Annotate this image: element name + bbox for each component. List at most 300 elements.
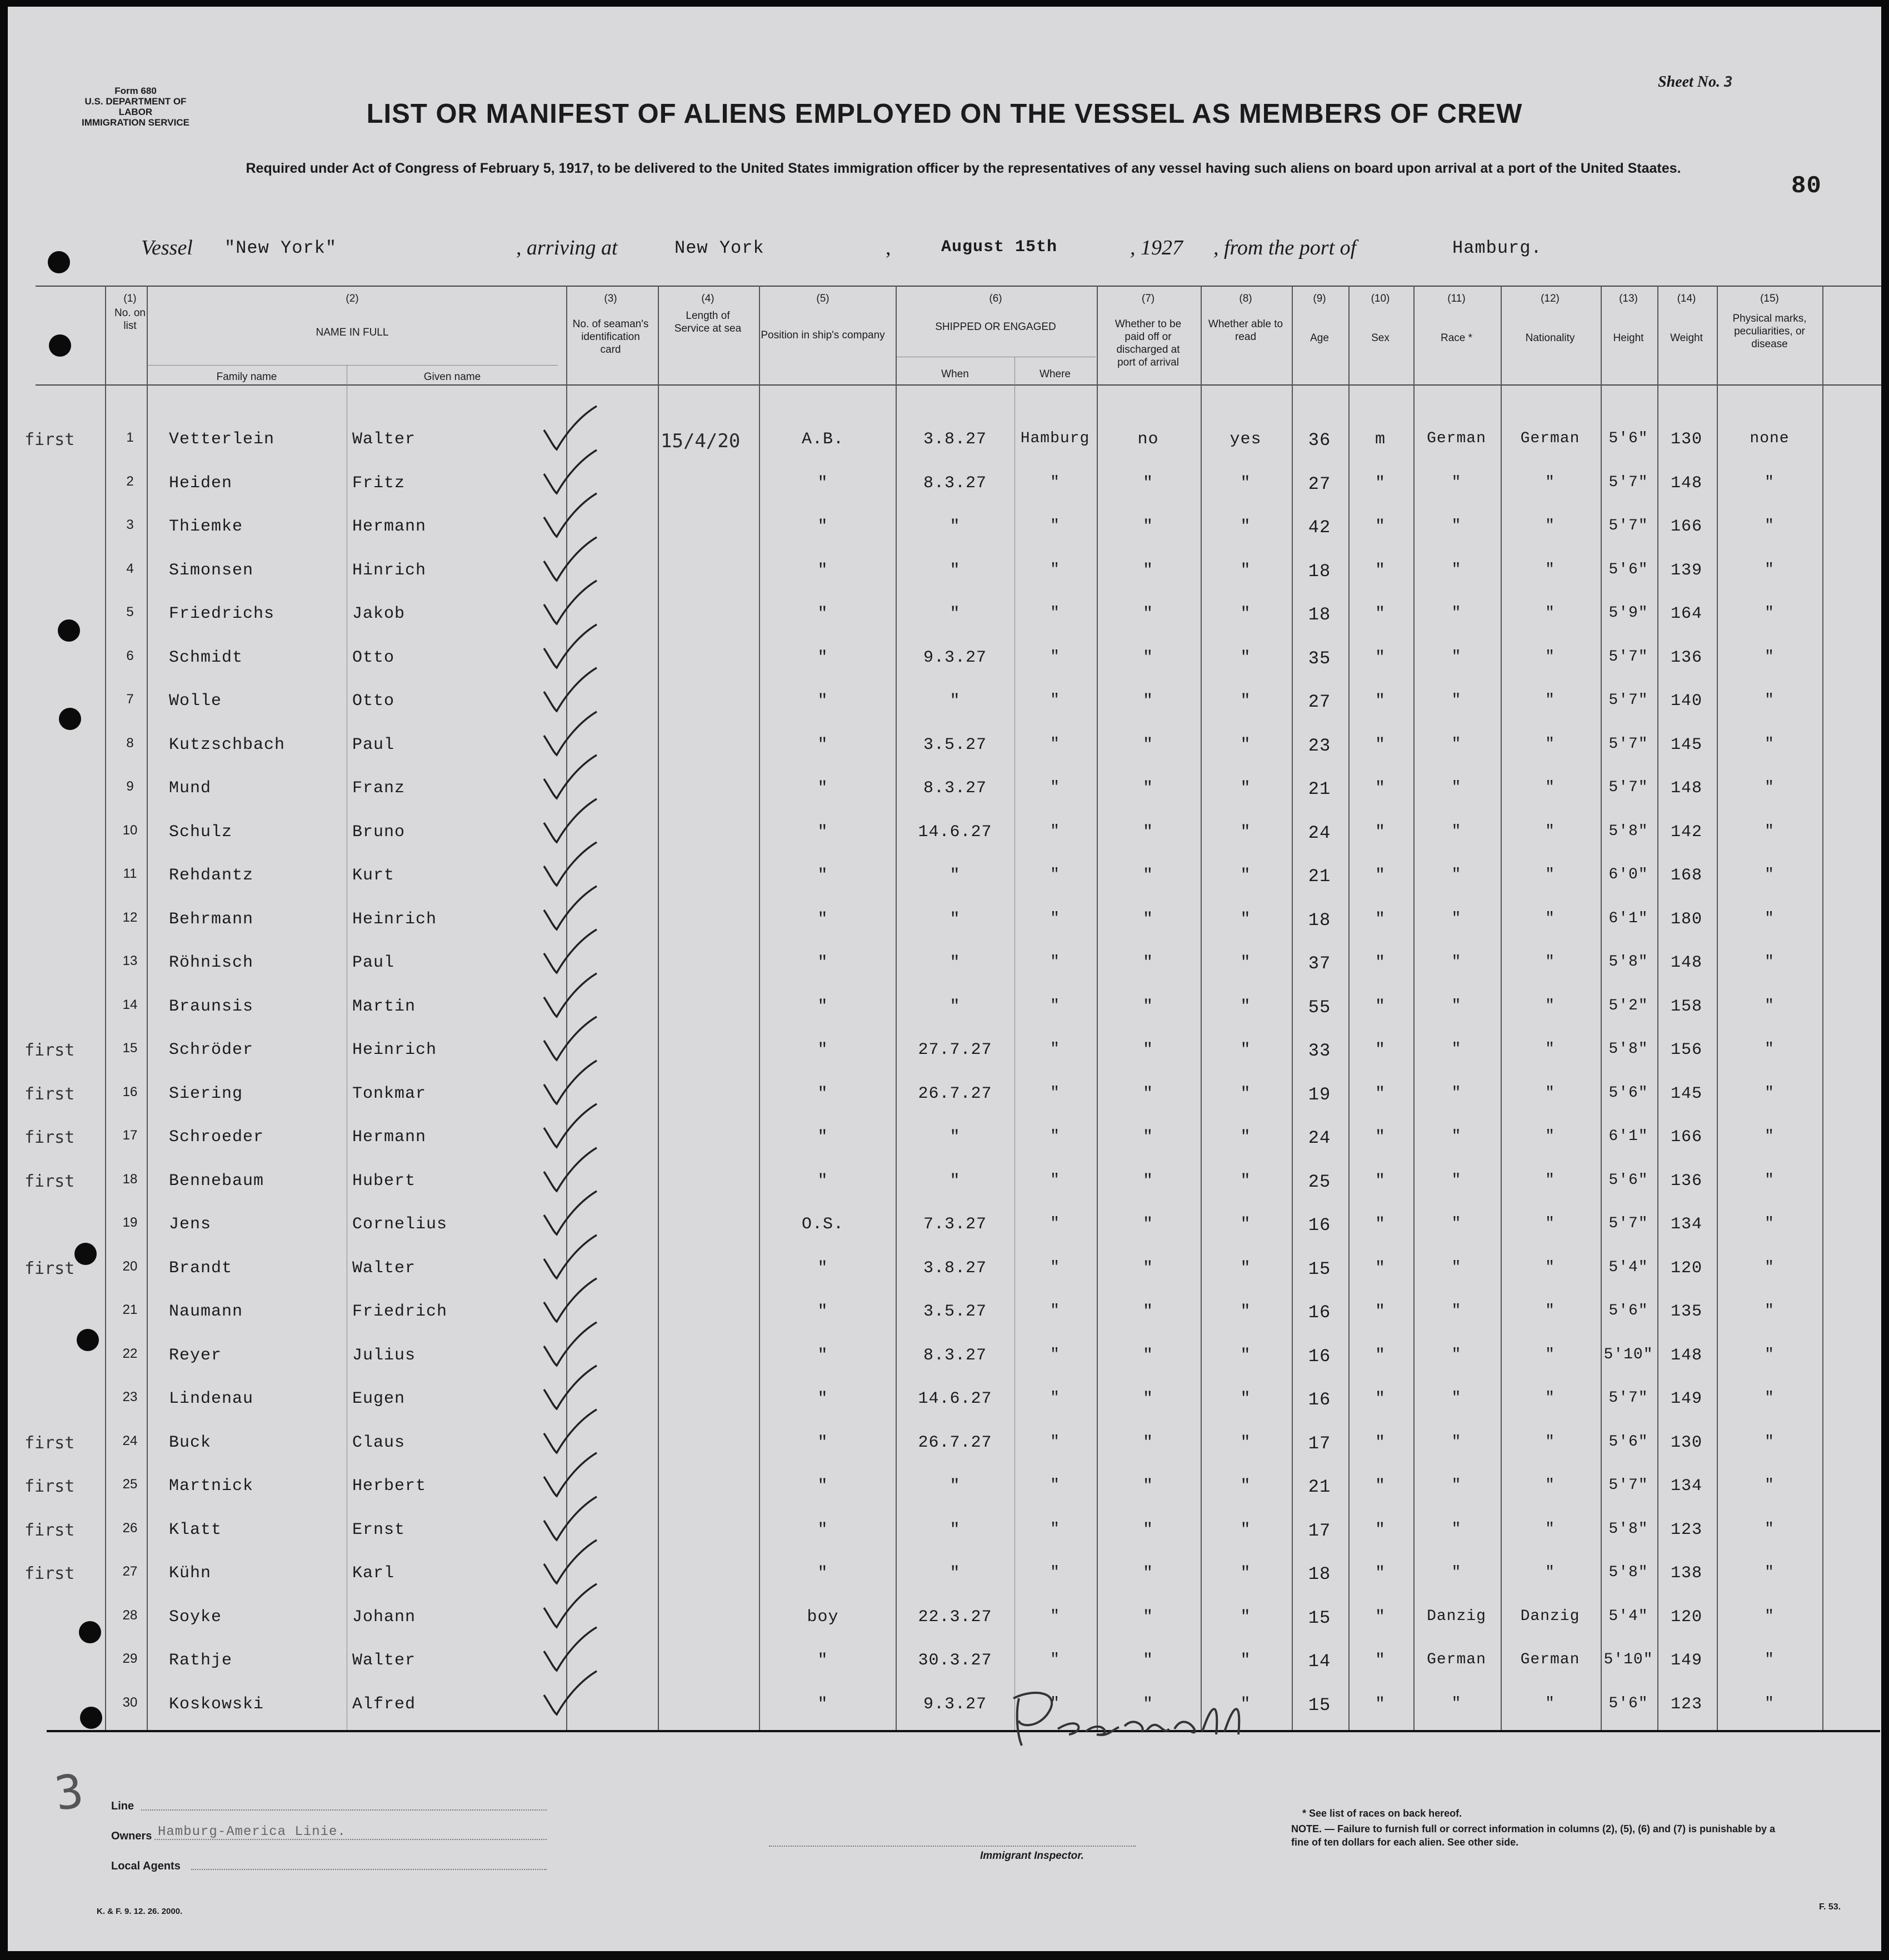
table-row (8, 724, 1881, 768)
sheet-value: 3 (1724, 74, 1733, 91)
given-name: Alfred (352, 1694, 416, 1714)
position: O.S. (801, 1215, 844, 1234)
physical-marks: " (1765, 1258, 1775, 1276)
row-number: 28 (122, 1607, 138, 1623)
physical-marks: " (1765, 1477, 1775, 1494)
physical-marks: " (1765, 953, 1775, 971)
arrival-port: New York (674, 238, 764, 258)
position: " (817, 779, 828, 798)
able-to-read: " (1240, 1346, 1251, 1365)
table-row (8, 1422, 1881, 1466)
check-mark-icon (541, 928, 608, 978)
check-mark-icon (541, 1408, 608, 1458)
age: 16 (1308, 1346, 1331, 1367)
table-row (8, 550, 1881, 594)
nationality: " (1545, 953, 1555, 971)
sex: " (1375, 779, 1386, 798)
shipped-when: 8.3.27 (923, 473, 987, 493)
service-length: 15/4/20 (661, 430, 741, 452)
nationality: " (1545, 1694, 1555, 1712)
able-to-read: " (1240, 1302, 1251, 1321)
weight: 149 (1670, 1651, 1702, 1670)
owners-value: Hamburg-America Linie. (158, 1824, 346, 1839)
weight: 168 (1670, 866, 1702, 885)
nationality: " (1545, 997, 1555, 1014)
physical-marks: " (1765, 561, 1775, 578)
given-name: Tonkmar (352, 1084, 427, 1103)
family-name: Reyer (169, 1346, 222, 1365)
age: 15 (1308, 1607, 1331, 1628)
nationality: " (1545, 909, 1555, 927)
row-number: 16 (122, 1084, 138, 1099)
age: 42 (1308, 517, 1331, 538)
column-number-c10: (10) (1371, 293, 1390, 304)
row-number: 7 (126, 692, 134, 707)
table-row (8, 1684, 1881, 1728)
margin-mark: first (24, 1084, 75, 1104)
column-header-where: Where (1040, 368, 1071, 380)
height: 6'1" (1608, 909, 1648, 927)
check-mark-icon (541, 1321, 608, 1371)
check-mark-icon (541, 623, 608, 673)
position: " (817, 517, 828, 536)
check-mark-icon (541, 1626, 608, 1676)
nationality: " (1545, 1084, 1555, 1102)
margin-mark: first (24, 1128, 75, 1147)
weight: 142 (1670, 822, 1702, 842)
shipped-where: " (1050, 779, 1060, 796)
given-name: Eugen (352, 1389, 406, 1408)
race: " (1451, 517, 1462, 534)
paid-off: " (1142, 517, 1153, 536)
check-mark-icon (541, 972, 608, 1022)
able-to-read: " (1240, 648, 1251, 667)
nationality: " (1545, 1041, 1555, 1058)
height: 5'4" (1608, 1607, 1648, 1625)
given-name: Otto (352, 692, 395, 711)
physical-marks: " (1765, 909, 1775, 927)
given-name: Claus (352, 1433, 406, 1452)
physical-marks: " (1765, 1171, 1775, 1189)
voyage-line: Vessel "New York" , arriving at New York , August 15th , 1927 , from the port of Hamburg. (141, 236, 1542, 259)
position: " (817, 1171, 828, 1191)
given-name: Julius (352, 1346, 416, 1365)
able-to-read: " (1240, 953, 1251, 972)
weight: 136 (1670, 648, 1702, 667)
paid-off: " (1142, 1477, 1153, 1496)
paid-off: " (1142, 1258, 1153, 1278)
column-number-c6: (6) (989, 293, 1002, 304)
family-name: Heiden (169, 473, 233, 493)
position: " (817, 604, 828, 623)
shipped-where: " (1050, 909, 1060, 927)
inspector-signature-mark (1002, 1676, 1291, 1754)
position: " (817, 866, 828, 885)
weight: 164 (1670, 604, 1702, 623)
nationality: " (1545, 1171, 1555, 1189)
arrival-year: , 1927 (1130, 236, 1183, 259)
column-header-c3: No. of seaman's identification card (572, 318, 649, 356)
shipped-when: 27.7.27 (918, 1041, 992, 1059)
row-number: 25 (122, 1477, 138, 1492)
sex: " (1375, 561, 1386, 580)
row-number: 23 (122, 1389, 138, 1404)
position: " (817, 1389, 828, 1408)
table-row (8, 1291, 1881, 1335)
row-number: 15 (122, 1041, 138, 1056)
shipped-when: 8.3.27 (923, 1346, 987, 1365)
given-name: Hermann (352, 1128, 427, 1147)
able-to-read: " (1240, 1258, 1251, 1278)
column-header-c7: Whether to be paid off or discharged at port of arrival (1115, 318, 1182, 368)
weight: 130 (1670, 430, 1702, 449)
nationality: " (1545, 1215, 1555, 1232)
departure-port: Hamburg. (1452, 238, 1542, 258)
able-to-read: " (1240, 1171, 1251, 1191)
column-number-c3: (3) (604, 293, 617, 304)
physical-marks: " (1765, 866, 1775, 883)
family-name: Schulz (169, 822, 233, 842)
column-number-c5: (5) (816, 293, 829, 304)
age: 16 (1308, 1389, 1331, 1410)
table-row (8, 1553, 1881, 1597)
race: " (1451, 1258, 1462, 1276)
given-name: Karl (352, 1564, 395, 1583)
check-mark-icon (541, 1059, 608, 1109)
family-name: Mund (169, 779, 212, 798)
age: 18 (1308, 604, 1331, 625)
row-number: 22 (122, 1346, 138, 1361)
arrival-date: August 15th (941, 238, 1058, 257)
nationality: " (1545, 735, 1555, 753)
weight: 148 (1670, 1346, 1702, 1365)
crew-table (8, 273, 1881, 1757)
sheet-label: Sheet No. (1658, 73, 1720, 91)
check-mark-icon (541, 1496, 608, 1546)
able-to-read: " (1240, 1389, 1251, 1408)
weight: 149 (1670, 1389, 1702, 1408)
family-name: Behrmann (169, 909, 254, 929)
weight: 138 (1670, 1564, 1702, 1583)
able-to-read: " (1240, 517, 1251, 536)
height: 5'7" (1608, 517, 1648, 534)
check-mark-icon (541, 536, 608, 586)
weight: 120 (1670, 1607, 1702, 1627)
physical-marks: " (1765, 1694, 1775, 1712)
check-mark-icon (541, 1670, 608, 1720)
family-name: Simonsen (169, 561, 254, 580)
shipped-when: " (950, 1171, 961, 1191)
age: 25 (1308, 1171, 1331, 1192)
sex: " (1375, 735, 1386, 754)
form-code: F. 53. (1819, 1902, 1841, 1912)
column-header-c12: Nationality (1525, 332, 1575, 344)
shipped-where: " (1050, 1128, 1060, 1145)
paid-off: " (1142, 692, 1153, 711)
weight: 166 (1670, 517, 1702, 536)
position: " (817, 1346, 828, 1365)
weight: 148 (1670, 779, 1702, 798)
age: 21 (1308, 779, 1331, 799)
column-header-c1: No. on list (114, 307, 146, 332)
page-subtitle: Required under Act of Congress of February 5, 1917, to be delivered to the United States immigration officer by the representatives of any vessel having such aliens on board upon arrival at a port of the United Staates. (246, 161, 1681, 176)
physical-marks: " (1765, 1041, 1775, 1058)
paid-off: no (1137, 430, 1159, 449)
race: " (1451, 822, 1462, 840)
row-number: 27 (122, 1564, 138, 1579)
height: 5'7" (1608, 692, 1648, 709)
shipped-where: " (1050, 1258, 1060, 1276)
family-name: Jens (169, 1215, 212, 1234)
sex: " (1375, 1651, 1386, 1670)
position: " (817, 1564, 828, 1583)
shipped-when: " (950, 1520, 961, 1539)
age: 37 (1308, 953, 1331, 974)
position: " (817, 473, 828, 493)
nationality: " (1545, 866, 1555, 883)
physical-marks: " (1765, 604, 1775, 622)
physical-marks: " (1765, 997, 1775, 1014)
shipped-where: " (1050, 866, 1060, 883)
race: " (1451, 648, 1462, 666)
shipped-when: 7.3.27 (923, 1215, 987, 1234)
age: 15 (1308, 1258, 1331, 1279)
position: " (817, 1041, 828, 1059)
shipped-where: " (1050, 1346, 1060, 1363)
shipped-when: " (950, 517, 961, 536)
column-header-when: When (941, 368, 969, 380)
check-mark-icon (541, 798, 608, 848)
given-name: Paul (352, 735, 395, 754)
stamp-number: 80 (1791, 172, 1822, 200)
nationality: " (1545, 692, 1555, 709)
position: " (817, 1520, 828, 1539)
sex: " (1375, 1520, 1386, 1539)
race: " (1451, 1084, 1462, 1102)
margin-mark: first (24, 1041, 75, 1060)
physical-marks: " (1765, 517, 1775, 534)
race: " (1451, 735, 1462, 753)
paid-off: " (1142, 1433, 1153, 1452)
check-mark-icon (541, 1016, 608, 1066)
race: " (1451, 1694, 1462, 1712)
nationality: " (1545, 1128, 1555, 1145)
row-number: 11 (123, 866, 137, 881)
row-number: 21 (122, 1302, 138, 1317)
vessel-label: Vessel (141, 236, 193, 259)
given-name: Kurt (352, 866, 395, 885)
sex: " (1375, 953, 1386, 972)
family-name: Braunsis (169, 997, 254, 1016)
family-name: Rehdantz (169, 866, 254, 885)
height: 5'6" (1608, 1694, 1648, 1712)
able-to-read: " (1240, 1084, 1251, 1103)
sex: " (1375, 997, 1386, 1016)
margin-mark: first (24, 1520, 75, 1540)
race: " (1451, 1346, 1462, 1363)
sex: " (1375, 1171, 1386, 1191)
family-name: Schroeder (169, 1128, 264, 1147)
family-name: Kühn (169, 1564, 212, 1583)
column-number-c12: (12) (1541, 293, 1560, 304)
paid-off: " (1142, 1302, 1153, 1321)
sex: " (1375, 1041, 1386, 1059)
shipped-when: 26.7.27 (918, 1084, 992, 1103)
nationality: " (1545, 1433, 1555, 1451)
family-name: Friedrichs (169, 604, 275, 623)
able-to-read: " (1240, 692, 1251, 711)
row-number: 13 (122, 953, 138, 968)
position: A.B. (801, 430, 844, 449)
physical-marks: " (1765, 1215, 1775, 1232)
column-header-c4: Length of Service at sea (674, 310, 742, 334)
sex: " (1375, 1084, 1386, 1103)
nationality: " (1545, 517, 1555, 534)
table-row (8, 1117, 1881, 1161)
age: 36 (1308, 430, 1331, 451)
row-number: 17 (122, 1128, 138, 1143)
height: 5'8" (1608, 1520, 1648, 1538)
sex: " (1375, 1607, 1386, 1627)
row-number: 29 (122, 1651, 138, 1666)
column-header-c11: Race * (1440, 332, 1473, 344)
height: 5'8" (1608, 1041, 1648, 1058)
shipped-when: 3.8.27 (923, 1258, 987, 1278)
shipped-where: " (1050, 1694, 1060, 1712)
check-mark-icon (541, 1103, 608, 1153)
paid-off: " (1142, 473, 1153, 493)
given-name: Otto (352, 648, 395, 667)
age: 18 (1308, 561, 1331, 582)
family-name: Soyke (169, 1607, 222, 1627)
column-number-c9: (9) (1313, 293, 1326, 304)
line-label: Line (111, 1800, 134, 1812)
height: 5'6" (1608, 561, 1648, 578)
physical-marks: " (1765, 1302, 1775, 1319)
row-number: 10 (122, 822, 138, 838)
given-name: Franz (352, 779, 406, 798)
weight: 158 (1670, 997, 1702, 1016)
paid-off: " (1142, 1564, 1153, 1583)
given-name: Walter (352, 1258, 416, 1278)
age: 35 (1308, 648, 1331, 669)
age: 16 (1308, 1302, 1331, 1323)
page-title: LIST OR MANIFEST OF ALIENS EMPLOYED ON THE VESSEL AS MEMBERS OF CREW (366, 99, 1523, 129)
height: 5'7" (1608, 779, 1648, 796)
height: 5'7" (1608, 1477, 1648, 1494)
weight: 136 (1670, 1171, 1702, 1191)
race: " (1451, 1041, 1462, 1058)
shipped-when: 8.3.27 (923, 779, 987, 798)
given-name: Hinrich (352, 561, 427, 580)
shipped-where: " (1050, 1302, 1060, 1319)
given-name: Walter (352, 1651, 416, 1670)
row-number: 2 (126, 473, 134, 489)
sex: " (1375, 866, 1386, 885)
table-row (8, 593, 1881, 637)
table-row (8, 1378, 1881, 1422)
sex: " (1375, 1564, 1386, 1583)
age: 18 (1308, 1564, 1331, 1584)
paid-off: " (1142, 1694, 1153, 1714)
race: " (1451, 1128, 1462, 1145)
sex: " (1375, 1477, 1386, 1496)
weight: 148 (1670, 953, 1702, 972)
position: " (817, 648, 828, 667)
column-header-c5: Position in ship's company (761, 329, 885, 341)
given-name: Paul (352, 953, 395, 972)
shipped-where: Hamburg (1020, 430, 1090, 447)
position: " (817, 1477, 828, 1496)
shipped-where: " (1050, 561, 1060, 578)
able-to-read: " (1240, 1520, 1251, 1539)
paid-off: " (1142, 1389, 1153, 1408)
able-to-read: " (1240, 604, 1251, 623)
physical-marks: " (1765, 779, 1775, 796)
arriving-label: , arriving at (516, 236, 618, 259)
paid-off: " (1142, 1607, 1153, 1627)
given-name: Friedrich (352, 1302, 448, 1321)
age: 14 (1308, 1651, 1331, 1672)
nationality: " (1545, 1302, 1555, 1319)
able-to-read: " (1240, 866, 1251, 885)
given-name: Cornelius (352, 1215, 448, 1234)
shipped-when: " (950, 692, 961, 711)
check-mark-icon (541, 492, 608, 542)
given-name: Ernst (352, 1520, 406, 1539)
shipped-when: " (950, 1477, 961, 1496)
column-number-c1: (1) (123, 293, 137, 304)
row-number: 9 (126, 779, 134, 794)
table-row (8, 1204, 1881, 1248)
shipped-where: " (1050, 604, 1060, 622)
paid-off: " (1142, 997, 1153, 1016)
able-to-read: " (1240, 1433, 1251, 1452)
table-row (8, 899, 1881, 943)
paid-off: " (1142, 735, 1153, 754)
age: 17 (1308, 1520, 1331, 1541)
column-number-c15: (15) (1760, 293, 1779, 304)
column-header-given-name: Given name (423, 371, 481, 383)
margin-mark: first (24, 1433, 75, 1453)
shipped-where: " (1050, 1041, 1060, 1058)
physical-marks: " (1765, 1128, 1775, 1145)
position: " (817, 1694, 828, 1714)
family-name: Lindenau (169, 1389, 254, 1408)
family-name: Röhnisch (169, 953, 254, 972)
shipped-when: " (950, 1564, 961, 1583)
check-mark-icon (541, 754, 608, 804)
able-to-read: " (1240, 1477, 1251, 1496)
shipped-where: " (1050, 822, 1060, 840)
nationality: " (1545, 779, 1555, 796)
given-name: Heinrich (352, 1041, 437, 1059)
column-header-c14: Weight (1670, 332, 1703, 344)
nationality: German (1520, 430, 1580, 447)
given-name: Fritz (352, 473, 406, 493)
shipped-where: " (1050, 997, 1060, 1014)
table-row (8, 1029, 1881, 1073)
check-mark-icon (541, 885, 608, 935)
shipped-when: 9.3.27 (923, 1694, 987, 1714)
nationality: " (1545, 1258, 1555, 1276)
sex: " (1375, 648, 1386, 667)
paid-off: " (1142, 1346, 1153, 1365)
height: 6'0" (1608, 866, 1648, 883)
nationality: " (1545, 822, 1555, 840)
shipped-where: " (1050, 1389, 1060, 1407)
shipped-when: " (950, 1128, 961, 1147)
